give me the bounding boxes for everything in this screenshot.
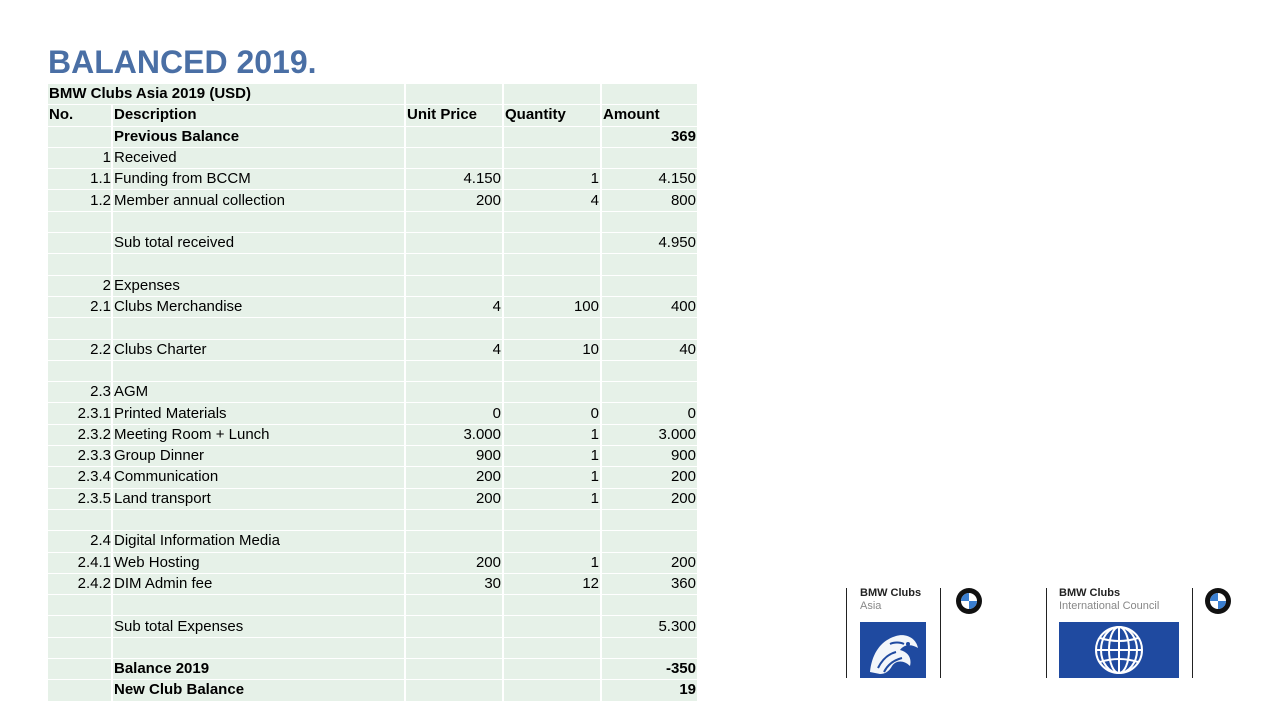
table-row <box>48 211 698 232</box>
cell-unit-price <box>405 616 503 637</box>
cell-quantity: 10 <box>503 339 601 360</box>
cell-quantity <box>503 254 601 275</box>
cell-quantity: 1 <box>503 169 601 190</box>
cell-quantity <box>503 211 601 232</box>
cell-amount: 900 <box>601 446 698 467</box>
cell-amount: 369 <box>601 126 698 147</box>
cell-quantity: 4 <box>503 190 601 211</box>
cell-unit-price: 200 <box>405 488 503 509</box>
cell-no: 2.2 <box>48 339 112 360</box>
cell-quantity <box>503 382 601 403</box>
table-row <box>48 360 698 381</box>
cell-description <box>112 637 405 658</box>
cell-no: 2.3.4 <box>48 467 112 488</box>
cell-amount <box>601 382 698 403</box>
table-row <box>48 552 698 573</box>
cell-quantity: 1 <box>503 424 601 445</box>
cell-quantity: 1 <box>503 446 601 467</box>
cell-amount: 4.950 <box>601 233 698 254</box>
cell-no: 2.3.2 <box>48 424 112 445</box>
cell-unit-price: 200 <box>405 467 503 488</box>
cell-no: 2.3.5 <box>48 488 112 509</box>
cell-unit-price <box>405 382 503 403</box>
cell-quantity <box>503 680 601 701</box>
table-row <box>48 169 698 190</box>
cell-no: 1.1 <box>48 169 112 190</box>
cell-no <box>48 595 112 616</box>
table-row <box>48 488 698 509</box>
cell-description: Group Dinner <box>112 446 405 467</box>
column-header-no: No. <box>48 105 112 126</box>
cell-amount <box>601 637 698 658</box>
cell-description: Communication <box>112 467 405 488</box>
table-row <box>48 616 698 637</box>
cell-no <box>48 126 112 147</box>
cell-description: Printed Materials <box>112 403 405 424</box>
cell-unit-price: 200 <box>405 190 503 211</box>
column-header-amount: Amount <box>601 105 698 126</box>
cell-description: Clubs Charter <box>112 339 405 360</box>
cell-description <box>112 211 405 232</box>
cell-description: Web Hosting <box>112 552 405 573</box>
cell-amount: -350 <box>601 659 698 680</box>
cell-description <box>112 254 405 275</box>
table-header-row <box>48 105 698 126</box>
cell-description <box>112 595 405 616</box>
cell-no: 2.3.3 <box>48 446 112 467</box>
cell-unit-price <box>405 680 503 701</box>
cell-description <box>112 360 405 381</box>
table-row <box>48 509 698 530</box>
cell-amount <box>601 531 698 552</box>
cell-no: 2 <box>48 275 112 296</box>
asia-lion-icon <box>860 622 926 678</box>
table-row <box>48 446 698 467</box>
cell-description: Sub total Expenses <box>112 616 405 637</box>
cell-amount: 800 <box>601 190 698 211</box>
cell-quantity: 1 <box>503 488 601 509</box>
cell-quantity: 12 <box>503 573 601 594</box>
budget-table <box>48 84 699 702</box>
cell-amount <box>601 147 698 168</box>
cell-quantity <box>503 531 601 552</box>
cell-no: 2.4.2 <box>48 573 112 594</box>
table-row <box>48 339 698 360</box>
cell-description: Previous Balance <box>112 126 405 147</box>
cell-quantity <box>503 595 601 616</box>
table-row <box>48 680 698 701</box>
table-row <box>48 275 698 296</box>
cell-quantity <box>503 360 601 381</box>
cell-amount: 0 <box>601 403 698 424</box>
cell-unit-price: 0 <box>405 403 503 424</box>
cell-quantity: 0 <box>503 403 601 424</box>
cell-description: Balance 2019 <box>112 659 405 680</box>
cell-description: AGM <box>112 382 405 403</box>
budget-table-body <box>48 84 698 701</box>
cell-description: Digital Information Media <box>112 531 405 552</box>
cell-quantity: 100 <box>503 296 601 317</box>
table-row <box>48 254 698 275</box>
cell-amount <box>601 595 698 616</box>
cell-no: 2.3.1 <box>48 403 112 424</box>
cell-no <box>48 211 112 232</box>
cell-amount <box>601 254 698 275</box>
table-row <box>48 233 698 254</box>
cell-no <box>48 680 112 701</box>
cell-unit-price <box>405 275 503 296</box>
cell-quantity: 1 <box>503 467 601 488</box>
cell-unit-price <box>405 254 503 275</box>
table-row <box>48 637 698 658</box>
cell-amount: 200 <box>601 552 698 573</box>
cell-description: Sub total received <box>112 233 405 254</box>
cell-unit-price: 200 <box>405 552 503 573</box>
cell-amount: 360 <box>601 573 698 594</box>
cell-unit-price <box>405 211 503 232</box>
cell-amount: 4.150 <box>601 169 698 190</box>
cell-unit-price <box>405 659 503 680</box>
cell-description: Received <box>112 147 405 168</box>
logo-divider-left <box>846 588 847 678</box>
logo-asia-sub: Asia <box>860 600 882 612</box>
table-row <box>48 424 698 445</box>
cell-unit-price <box>405 595 503 616</box>
cell-unit-price: 4 <box>405 296 503 317</box>
table-row <box>48 595 698 616</box>
cell-description: DIM Admin fee <box>112 573 405 594</box>
cell-no <box>48 616 112 637</box>
cell-amount <box>601 360 698 381</box>
cell-unit-price <box>405 637 503 658</box>
table-caption-row <box>48 84 698 105</box>
cell-no <box>48 637 112 658</box>
cell-unit-price: 4 <box>405 339 503 360</box>
table-row <box>48 659 698 680</box>
bmw-clubs-international-council-logo <box>1046 588 1236 678</box>
cell-amount: 200 <box>601 467 698 488</box>
logo-divider-left <box>1046 588 1047 678</box>
cell-description: New Club Balance <box>112 680 405 701</box>
cell-description: Member annual collection <box>112 190 405 211</box>
cell-amount: 19 <box>601 680 698 701</box>
cell-amount: 5.300 <box>601 616 698 637</box>
cell-description: Meeting Room + Lunch <box>112 424 405 445</box>
cell-amount <box>601 318 698 339</box>
cell-description: Land transport <box>112 488 405 509</box>
cell-quantity <box>503 147 601 168</box>
cell-unit-price <box>405 126 503 147</box>
cell-unit-price <box>405 509 503 530</box>
cell-unit-price <box>405 360 503 381</box>
table-row <box>48 126 698 147</box>
cell-unit-price <box>405 318 503 339</box>
cell-quantity <box>503 126 601 147</box>
table-row <box>48 382 698 403</box>
table-row <box>48 318 698 339</box>
cell-amount: 200 <box>601 488 698 509</box>
cell-no: 1.2 <box>48 190 112 211</box>
table-row <box>48 467 698 488</box>
bmw-clubs-asia-logo <box>846 588 986 678</box>
cell-description <box>112 509 405 530</box>
cell-description: Funding from BCCM <box>112 169 405 190</box>
logo-council-sub: International Council <box>1059 600 1160 612</box>
table-row <box>48 296 698 317</box>
table-caption: BMW Clubs Asia 2019 (USD) <box>48 84 405 105</box>
cell-amount <box>601 509 698 530</box>
cell-no <box>48 509 112 530</box>
cell-amount: 40 <box>601 339 698 360</box>
table-row <box>48 403 698 424</box>
cell-quantity <box>503 659 601 680</box>
logo-divider-right <box>940 588 941 678</box>
cell-no <box>48 360 112 381</box>
cell-no: 2.4 <box>48 531 112 552</box>
bmw-roundel-icon <box>1205 588 1231 614</box>
table-row <box>48 531 698 552</box>
cell-quantity <box>503 233 601 254</box>
cell-amount: 3.000 <box>601 424 698 445</box>
cell-unit-price <box>405 147 503 168</box>
table-row <box>48 573 698 594</box>
table-row <box>48 190 698 211</box>
bmw-roundel-icon <box>956 588 982 614</box>
cell-unit-price <box>405 233 503 254</box>
cell-unit-price <box>405 531 503 552</box>
cell-quantity <box>503 509 601 530</box>
cell-amount <box>601 211 698 232</box>
cell-unit-price: 900 <box>405 446 503 467</box>
logo-council-name: BMW Clubs <box>1059 587 1121 599</box>
cell-description <box>112 318 405 339</box>
cell-quantity <box>503 616 601 637</box>
cell-amount: 400 <box>601 296 698 317</box>
logo-divider-right <box>1192 588 1193 678</box>
cell-quantity: 1 <box>503 552 601 573</box>
cell-quantity <box>503 318 601 339</box>
column-header-description: Description <box>112 105 405 126</box>
cell-unit-price: 4.150 <box>405 169 503 190</box>
cell-quantity <box>503 275 601 296</box>
globe-icon <box>1059 622 1179 678</box>
cell-no <box>48 254 112 275</box>
cell-no: 2.1 <box>48 296 112 317</box>
table-row <box>48 147 698 168</box>
column-header-quantity: Quantity <box>503 105 601 126</box>
cell-no <box>48 659 112 680</box>
logo-asia-name: BMW Clubs <box>860 587 922 599</box>
cell-no: 2.3 <box>48 382 112 403</box>
column-header-unit-price: Unit Price <box>405 105 503 126</box>
cell-no <box>48 233 112 254</box>
cell-description: Clubs Merchandise <box>112 296 405 317</box>
cell-unit-price: 30 <box>405 573 503 594</box>
cell-amount <box>601 275 698 296</box>
cell-description: Expenses <box>112 275 405 296</box>
cell-no: 1 <box>48 147 112 168</box>
slide-title: BALANCED 2019. <box>48 44 317 80</box>
cell-no <box>48 318 112 339</box>
cell-quantity <box>503 637 601 658</box>
cell-unit-price: 3.000 <box>405 424 503 445</box>
cell-no: 2.4.1 <box>48 552 112 573</box>
